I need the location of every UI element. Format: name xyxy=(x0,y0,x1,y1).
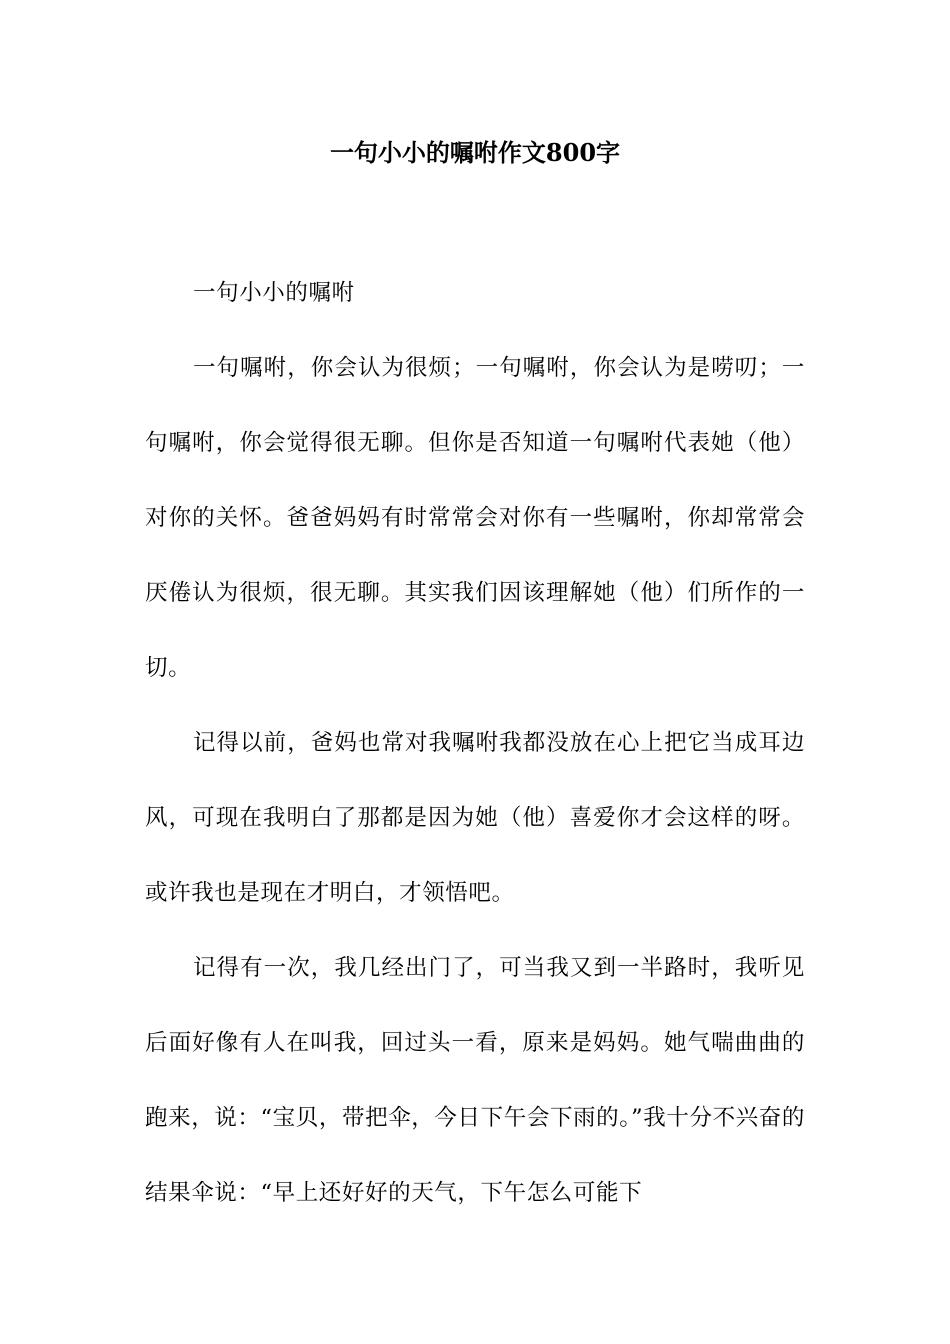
paragraph-3: 记得有一次，我几经出门了，可当我又到一半路时，我听见后面好像有人在叫我，回过头一看，原来是妈妈。她气喘曲曲的跑来，说：“宝贝，带把伞，今日下午会下雨的。”我十分不兴奋的结果伞说：“早上还好好的天气，下午怎么可能下 xyxy=(145,955,805,1206)
paragraph-1: 一句嘱咐，你会认为很烦；一句嘱咐，你会认为是唠叨；一句嘱咐，你会觉得很无聊。但你是否知道一句嘱咐代表她（他）对你的关怀。爸爸妈妈有时常常会对你有一些嘱咐，你却常常会厌倦认为很烦，很无聊。其实我们因该理解她（他）们所作的一切。 xyxy=(145,355,805,681)
paragraph-2: 记得以前，爸妈也常对我嘱咐我都没放在心上把它当成耳边风，可现在我明白了那都是因为她（他）喜爱你才会这样的呀。或许我也是现在才明白，才领悟吧。 xyxy=(145,730,805,906)
document-body xyxy=(145,256,805,1231)
section-heading: 一句小小的嘱咐 xyxy=(193,280,355,306)
document-title: 一句小小的嘱咐作文800字 xyxy=(329,138,621,167)
